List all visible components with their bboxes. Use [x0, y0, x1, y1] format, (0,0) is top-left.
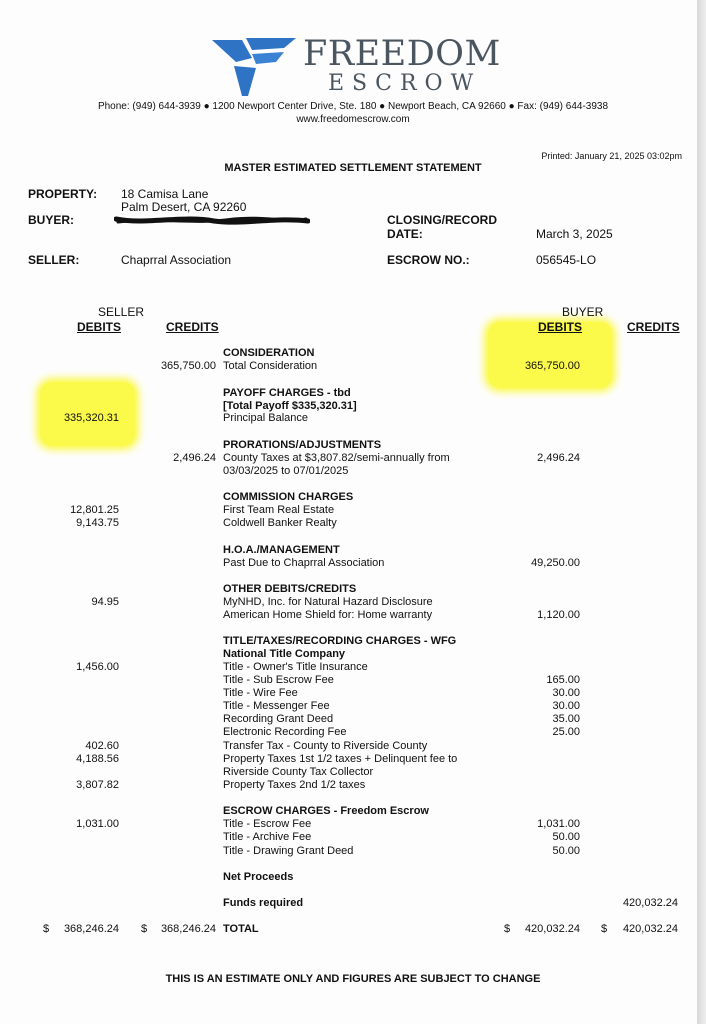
seller-credits-header: CREDITS: [166, 320, 219, 334]
commission-item1-seller-debit: 12,801.25: [70, 504, 119, 516]
buyer-debits-header: DEBITS: [538, 320, 583, 334]
total-buyer-credits: 420,032.24: [622, 923, 678, 935]
company-website: www.freedomescrow.com: [296, 114, 410, 125]
payoff-heading: PAYOFF CHARGES - tbd: [223, 387, 351, 399]
total-seller-debits-currency: $: [43, 923, 50, 935]
payoff-seller-debit: 335,320.31: [63, 412, 119, 424]
property-tax1-seller-debit: 4,188.56: [76, 753, 119, 765]
funds-required-buyer-credit: 420,032.24: [622, 897, 678, 909]
grant-deed-buyer-debit: 35.00: [552, 713, 580, 725]
property-address-line1: 18 Camisa Lane: [121, 187, 209, 201]
total-buyer-credits-currency: $: [601, 923, 608, 935]
title-subheading: National Title Company: [223, 648, 346, 660]
seller-label: SELLER:: [28, 253, 80, 267]
sub-escrow-desc: Title - Sub Escrow Fee: [223, 674, 334, 686]
property-address-line2: Palm Desert, CA 92260: [121, 200, 247, 214]
commission-item2: Coldwell Banker Realty: [223, 517, 337, 529]
total-seller-credits-currency: $: [141, 923, 148, 935]
transfer-tax-desc: Transfer Tax - County to Riverside County: [223, 740, 428, 752]
escrow-charges-heading: ESCROW CHARGES - Freedom Escrow: [223, 805, 429, 817]
commission-heading: COMMISSION CHARGES: [223, 491, 354, 503]
escrow-fee-desc: Title - Escrow Fee: [223, 818, 312, 830]
estimate-disclaimer: THIS IS AN ESTIMATE ONLY AND FIGURES ARE SUBJECT TO CHANGE: [165, 973, 541, 985]
total-buyer-debits: 420,032.24: [524, 923, 580, 935]
funds-required-label: Funds required: [223, 897, 304, 909]
company-contact-line: Phone: (949) 644-3939 ● 1200 Newport Center Drive, Ste. 180 ● Newport Beach, CA 92660 ● Fax: (949) 644-3938: [97, 101, 609, 112]
hoa-desc: Past Due to Chaprral Association: [223, 557, 385, 569]
closing-date-value: March 3, 2025: [536, 227, 613, 241]
buyer-label: BUYER:: [28, 213, 75, 227]
electronic-recording-desc: Electronic Recording Fee: [223, 726, 347, 738]
property-tax1-desc-line1: Property Taxes 1st 1/2 taxes + Delinquent fee to: [223, 753, 458, 765]
other-item1: MyNHD, Inc. for Natural Hazard Disclosure: [223, 596, 433, 608]
commission-item2-seller-debit: 9,143.75: [76, 517, 119, 529]
consideration-seller-credit: 365,750.00: [160, 360, 216, 372]
drawing-fee-desc: Title - Drawing Grant Deed: [223, 845, 354, 857]
electronic-recording-buyer-debit: 25.00: [552, 726, 580, 738]
net-proceeds-label: Net Proceeds: [223, 871, 294, 883]
property-tax2-seller-debit: 3,807.82: [76, 779, 119, 791]
seller-name: Chaprral Association: [121, 253, 232, 267]
prorations-heading: PRORATIONS/ADJUSTMENTS: [223, 439, 382, 451]
payoff-subheading: [Total Payoff $335,320.31]: [223, 400, 357, 412]
other-item2: American Home Shield for: Home warranty: [223, 609, 433, 621]
wire-fee-buyer-debit: 30.00: [552, 687, 580, 699]
transfer-tax-seller-debit: 402.60: [85, 740, 119, 752]
seller-debits-header: DEBITS: [77, 320, 122, 334]
other-item1-seller-debit: 94.95: [91, 596, 119, 608]
owner-policy-desc: Title - Owner's Title Insurance: [223, 661, 368, 673]
total-buyer-debits-currency: $: [504, 923, 511, 935]
escrow-no-label: ESCROW NO.:: [387, 253, 470, 267]
property-tax1-desc-line2: Riverside County Tax Collector: [223, 766, 374, 778]
title-heading: TITLE/TAXES/RECORDING CHARGES - WFG: [223, 635, 457, 647]
grant-deed-desc: Recording Grant Deed: [223, 713, 334, 725]
consideration-desc: Total Consideration: [223, 360, 318, 372]
wire-fee-desc: Title - Wire Fee: [223, 687, 298, 699]
property-tax2-desc: Property Taxes 2nd 1/2 taxes: [223, 779, 366, 791]
escrow-fee-buyer-debit: 1,031.00: [537, 818, 580, 830]
seller-column-header: SELLER: [98, 305, 145, 319]
closing-date-label-line1: CLOSING/RECORD: [387, 213, 498, 227]
consideration-heading: CONSIDERATION: [223, 347, 315, 359]
other-heading: OTHER DEBITS/CREDITS: [223, 583, 357, 595]
archive-fee-desc: Title - Archive Fee: [223, 831, 312, 843]
messenger-fee-buyer-debit: 30.00: [552, 700, 580, 712]
buyer-column-header: BUYER: [562, 305, 604, 319]
hoa-heading: H.O.A./MANAGEMENT: [223, 544, 340, 556]
redacted-buyer-name: [114, 213, 310, 226]
hoa-buyer-debit: 49,250.00: [531, 557, 580, 569]
total-seller-credits: 368,246.24: [160, 923, 216, 935]
commission-item1: First Team Real Estate: [223, 504, 335, 516]
statement-title: MASTER ESTIMATED SETTLEMENT STATEMENT: [224, 162, 482, 174]
buyer-credits-header: CREDITS: [627, 320, 680, 334]
property-label: PROPERTY:: [28, 187, 98, 201]
archive-fee-buyer-debit: 50.00: [552, 831, 580, 843]
prorations-desc-line1: County Taxes at $3,807.82/semi-annually from: [223, 452, 450, 464]
freedom-escrow-logo-icon: [212, 38, 298, 98]
total-seller-debits: 368,246.24: [63, 923, 119, 935]
messenger-fee-desc: Title - Messenger Fee: [223, 700, 330, 712]
logo-name-line1: FREEDOM: [303, 34, 501, 74]
prorations-seller-credit: 2,496.24: [173, 452, 216, 464]
escrow-no-value: 056545-LO: [536, 253, 597, 267]
owner-policy-seller-debit: 1,456.00: [76, 661, 119, 673]
closing-date-label-line2: DATE:: [387, 227, 423, 241]
page-edge: [697, 0, 706, 1024]
printed-timestamp: Printed: January 21, 2025 03:02pm: [541, 151, 682, 161]
other-item2-buyer-debit: 1,120.00: [537, 609, 580, 621]
consideration-buyer-debit: 365,750.00: [524, 360, 580, 372]
prorations-desc-line2: 03/03/2025 to 07/01/2025: [223, 465, 349, 477]
payoff-desc: Principal Balance: [223, 412, 308, 424]
escrow-fee-seller-debit: 1,031.00: [76, 818, 119, 830]
sub-escrow-buyer-debit: 165.00: [546, 674, 580, 686]
logo-name-line2: ESCROW: [328, 71, 482, 96]
drawing-fee-buyer-debit: 50.00: [552, 845, 580, 857]
total-label: TOTAL: [223, 923, 259, 935]
prorations-buyer-debit: 2,496.24: [537, 452, 580, 464]
